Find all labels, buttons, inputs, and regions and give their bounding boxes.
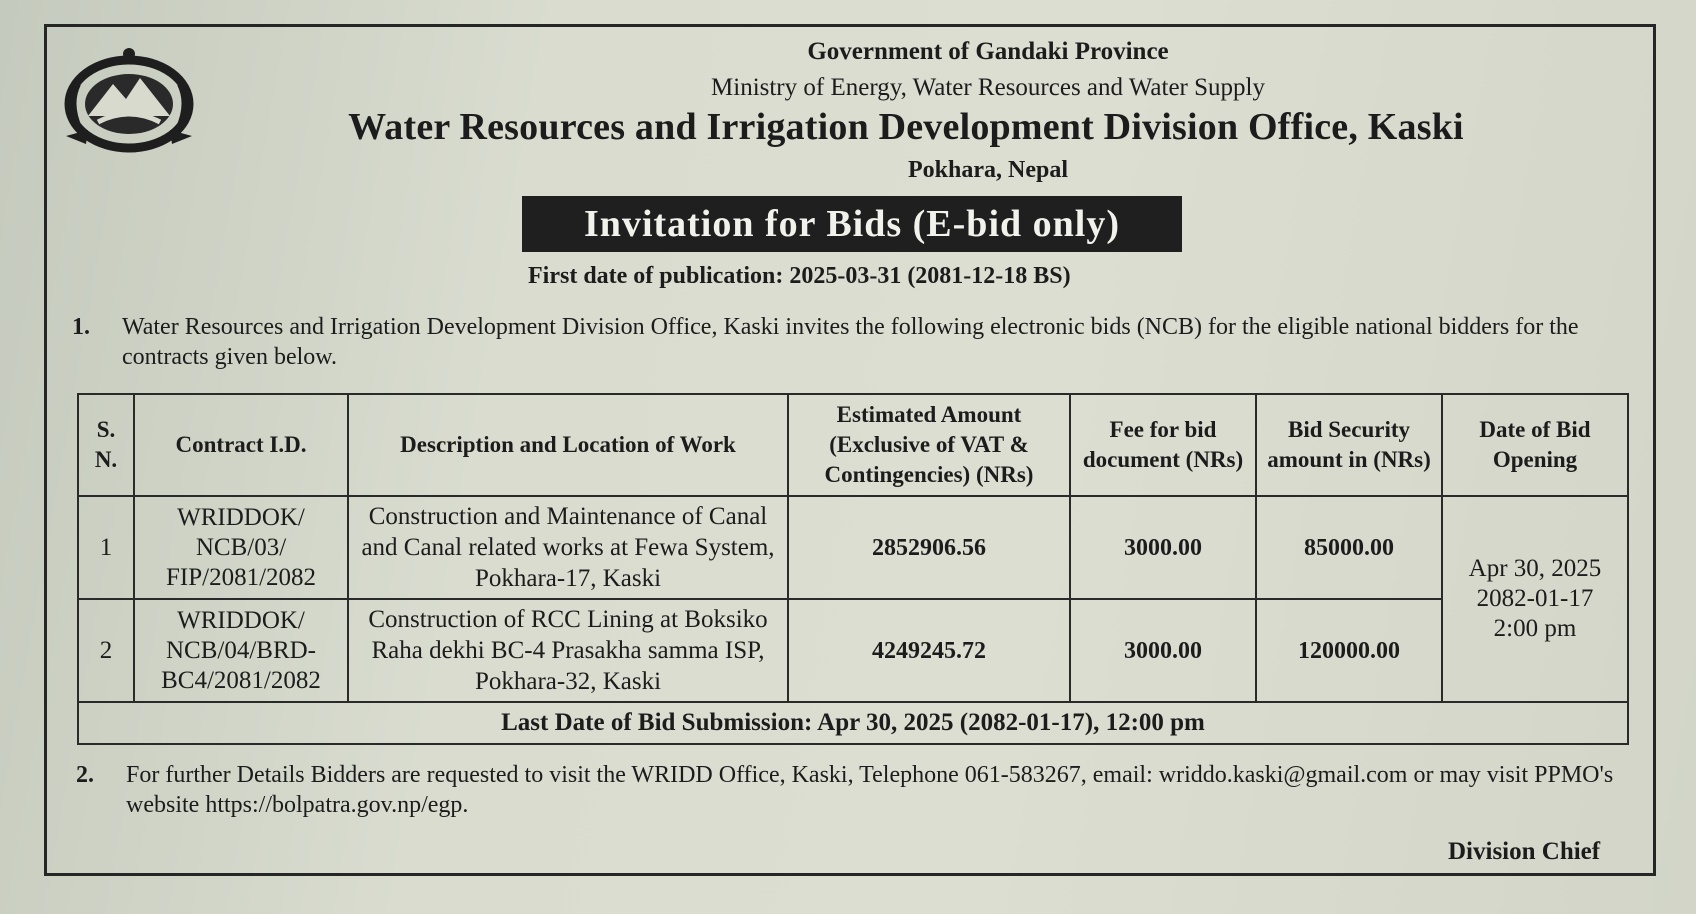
header-contract-id: Contract I.D. [134,394,348,496]
paragraph-number: 1. [72,314,90,340]
publication-date: First date of publication: 2025-03-31 (2081-12-18 BS) [528,263,1071,289]
row-sn: 2 [78,599,134,702]
row-bid-security: 85000.00 [1256,496,1442,599]
office-location: Pokhara, Nepal [907,157,1068,183]
bid-opening-date-bs: 2082-01-17 [1476,585,1594,612]
table-header-row [78,394,1628,496]
details-paragraph [76,760,1636,820]
submission-deadline: Last Date of Bid Submission: Apr 30, 2025 (2082-01-17), 12:00 pm [78,702,1628,744]
row-estimated-amount: 2852906.56 [788,496,1070,599]
submission-deadline-row [78,702,1628,744]
header-estimated-amount: Estimated Amount (Exclusive of VAT & Contingencies) (NRs) [788,394,1070,496]
row-description: Construction of RCC Lining at Boksiko Raha dekhi BC-4 Prasakha samma ISP, Pokhara-32, Kaski [348,599,788,702]
row-fee: 3000.00 [1070,599,1256,702]
bid-opening-cell [1442,496,1628,702]
bids-table [77,393,1629,745]
government-name: Government of Gandaki Province [807,38,1169,65]
header-sn: S. N. [78,394,134,496]
invitation-paragraph [72,312,1642,372]
ministry-name: Ministry of Energy, Water Resources and Water Supply [711,74,1265,101]
notice-title: Invitation for Bids (E-bid only) [522,196,1182,252]
row-contract-id: WRIDDOK/ NCB/04/BRD-BC4/2081/2082 [134,599,348,702]
header-bid-security: Bid Security amount in (NRs) [1256,394,1442,496]
signoff: Division Chief [1448,838,1601,865]
row-contract-id: WRIDDOK/ NCB/03/ FIP/2081/2082 [134,496,348,599]
table-row [78,496,1628,599]
paragraph-text: Water Resources and Irrigation Development Division Office, Kaski invites the following electronic bids (NCB) for the eligible national bidders for the contracts given below. [122,314,1579,370]
office-name: Water Resources and Irrigation Development Division Office, Kaski [348,106,1464,148]
paragraph-text: For further Details Bidders are requested to visit the WRIDD Office, Kaski, Telephone 061-583267, email: wriddo.kaski@gmail.com or may visit PPMO's website https://bolpatra.gov.np/egp. [126,762,1614,818]
row-description: Construction and Maintenance of Canal and Canal related works at Fewa System, Pokhara-17, Kaski [348,496,788,599]
paragraph-number: 2. [76,762,94,788]
header-bid-opening: Date of Bid Opening [1442,394,1628,496]
table-row [78,599,1628,702]
header-description: Description and Location of Work [348,394,788,496]
bid-opening-time: 2:00 pm [1493,615,1577,642]
row-fee: 3000.00 [1070,496,1256,599]
row-sn: 1 [78,496,134,599]
header-fee: Fee for bid document (NRs) [1070,394,1256,496]
row-bid-security: 120000.00 [1256,599,1442,702]
row-estimated-amount: 4249245.72 [788,599,1070,702]
bid-opening-date-ad: Apr 30, 2025 [1468,555,1602,582]
